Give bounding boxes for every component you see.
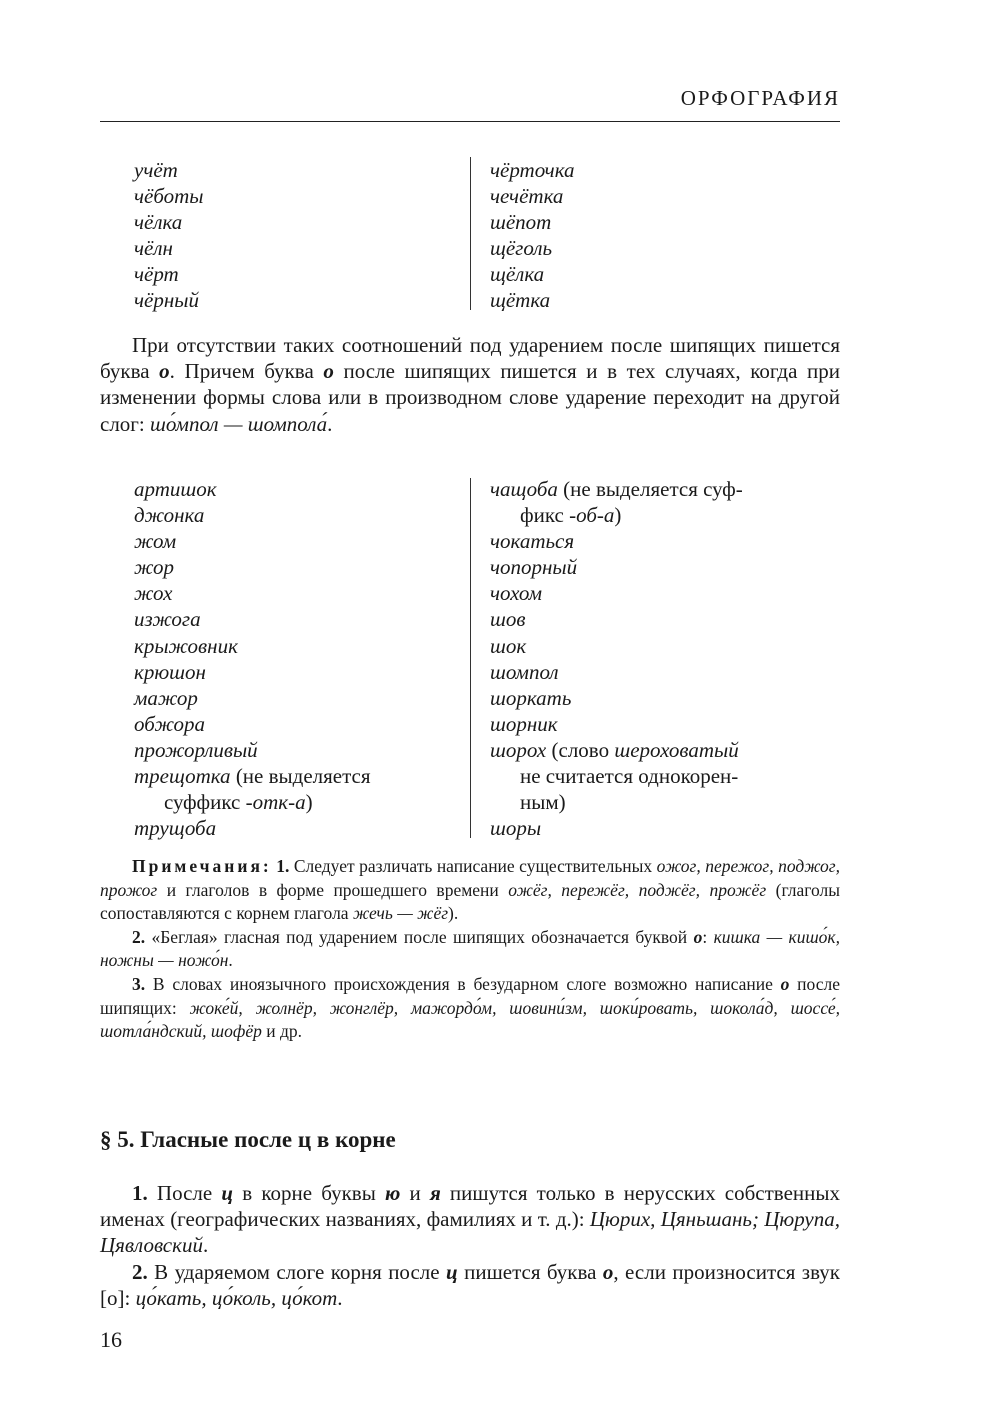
word: чопорный [490, 555, 578, 580]
section5-paragraph-1: 1. После ц в корне буквы ю и я пишутся только в нерусских собственных именах (географических названиях, фамилиях и т. д.): Цюрих, Цяньшань; Цюрупа, Цявловский. [100, 1181, 840, 1258]
word: шомпол [490, 659, 559, 684]
word: артишок [134, 477, 217, 501]
word: прожорливый [134, 737, 258, 762]
word: крыжовник [134, 633, 238, 658]
word: джонка [134, 503, 205, 528]
word: жом [134, 529, 177, 554]
word: щёголь [490, 236, 553, 261]
word: чёрный [134, 288, 199, 313]
word: шорник [490, 711, 558, 736]
running-header: ОРФОГРАФИЯ [680, 86, 840, 110]
example-shompol: шо́мпол — шомпола́ [150, 411, 328, 436]
word-table-2-left [134, 476, 371, 841]
note-1: Примечания: 1. Следует различать написание существительных ожог, пережог, поджог, прожог и глаголов в форме прошедшего времени ожёг, пережёг, поджёг, прожёг (глаголы сопоставляются с корнем глагола жечь — жёг). [100, 856, 840, 924]
word-with-note: чащоба (не выделяется суф- [490, 477, 743, 501]
page-number: 16 [100, 1327, 122, 1352]
header-rule [100, 121, 840, 122]
word: жор [134, 555, 175, 580]
word: чокаться [490, 529, 575, 554]
word: шоркать [490, 685, 572, 710]
column-divider [470, 478, 471, 838]
notes-label: Примечания: [132, 856, 272, 876]
word-note-continued: суффикс -отк-а) [164, 790, 313, 815]
word-with-note: трещотка (не выделяется [134, 764, 371, 789]
section-heading: § 5. Гласные после ц в корне [100, 1127, 396, 1152]
rule-paragraph: При отсутствии таких соотношений под ударением после шипящих пишется буква о. Причем буква о после шипящих пишется и в тех случаях, когда при изменении формы слова или в производном слове ударение переходит на другой слог: шо́мпол — шомпола́. [100, 333, 841, 436]
word: шоры [490, 816, 542, 841]
word: трущоба [134, 816, 217, 841]
word: шов [490, 607, 526, 632]
word: мажор [134, 685, 198, 710]
word-table-1-right [490, 157, 575, 314]
word: изжога [134, 607, 201, 632]
word-note-continued: фикс -об-а) [520, 503, 622, 528]
word: жох [134, 581, 173, 606]
word: щёлка [490, 262, 545, 287]
column-divider [470, 157, 471, 310]
word: учёт [134, 158, 178, 182]
word: крюшон [134, 659, 206, 684]
word: обжора [134, 711, 206, 736]
note-3: 3. В словах иноязычного происхождения в безударном слоге возможно написание о после шипящих: жоке́й, жолнёр, жонглёр, мажордо́м, шовини́зм, шоки́ровать, шокола́д, шоссе́, шотла́ндский, шофёр и др. [100, 973, 840, 1042]
word-note-continued: ным) [520, 790, 566, 815]
word: чёлка [134, 210, 183, 235]
word: чёботы [134, 184, 204, 209]
word-note-continued: не считается однокорен- [520, 764, 739, 789]
notes-block [100, 855, 840, 1044]
word-table-1-left [134, 157, 204, 314]
word: шок [490, 633, 527, 658]
word: чёрт [134, 262, 179, 287]
note-2: 2. «Беглая» гласная под ударением после шипящих обозначается буквой о: кишка — кишо́к, ножны — ножо́н. [100, 926, 840, 971]
word: чёлн [134, 236, 173, 261]
section5-paragraph-2: 2. В ударяемом слоге корня после ц пишется буква о, если произносится звук [о]: цо́кать, цо́коль, цо́кот. [100, 1260, 840, 1311]
word-with-note: шорох (слово шероховатый [490, 737, 739, 762]
word-table-2-right [490, 476, 743, 841]
word: щётка [490, 288, 551, 313]
word: чёрточка [490, 158, 575, 182]
word: чечётка [490, 184, 564, 209]
word: чохом [490, 581, 542, 606]
word: шёпот [490, 210, 552, 235]
